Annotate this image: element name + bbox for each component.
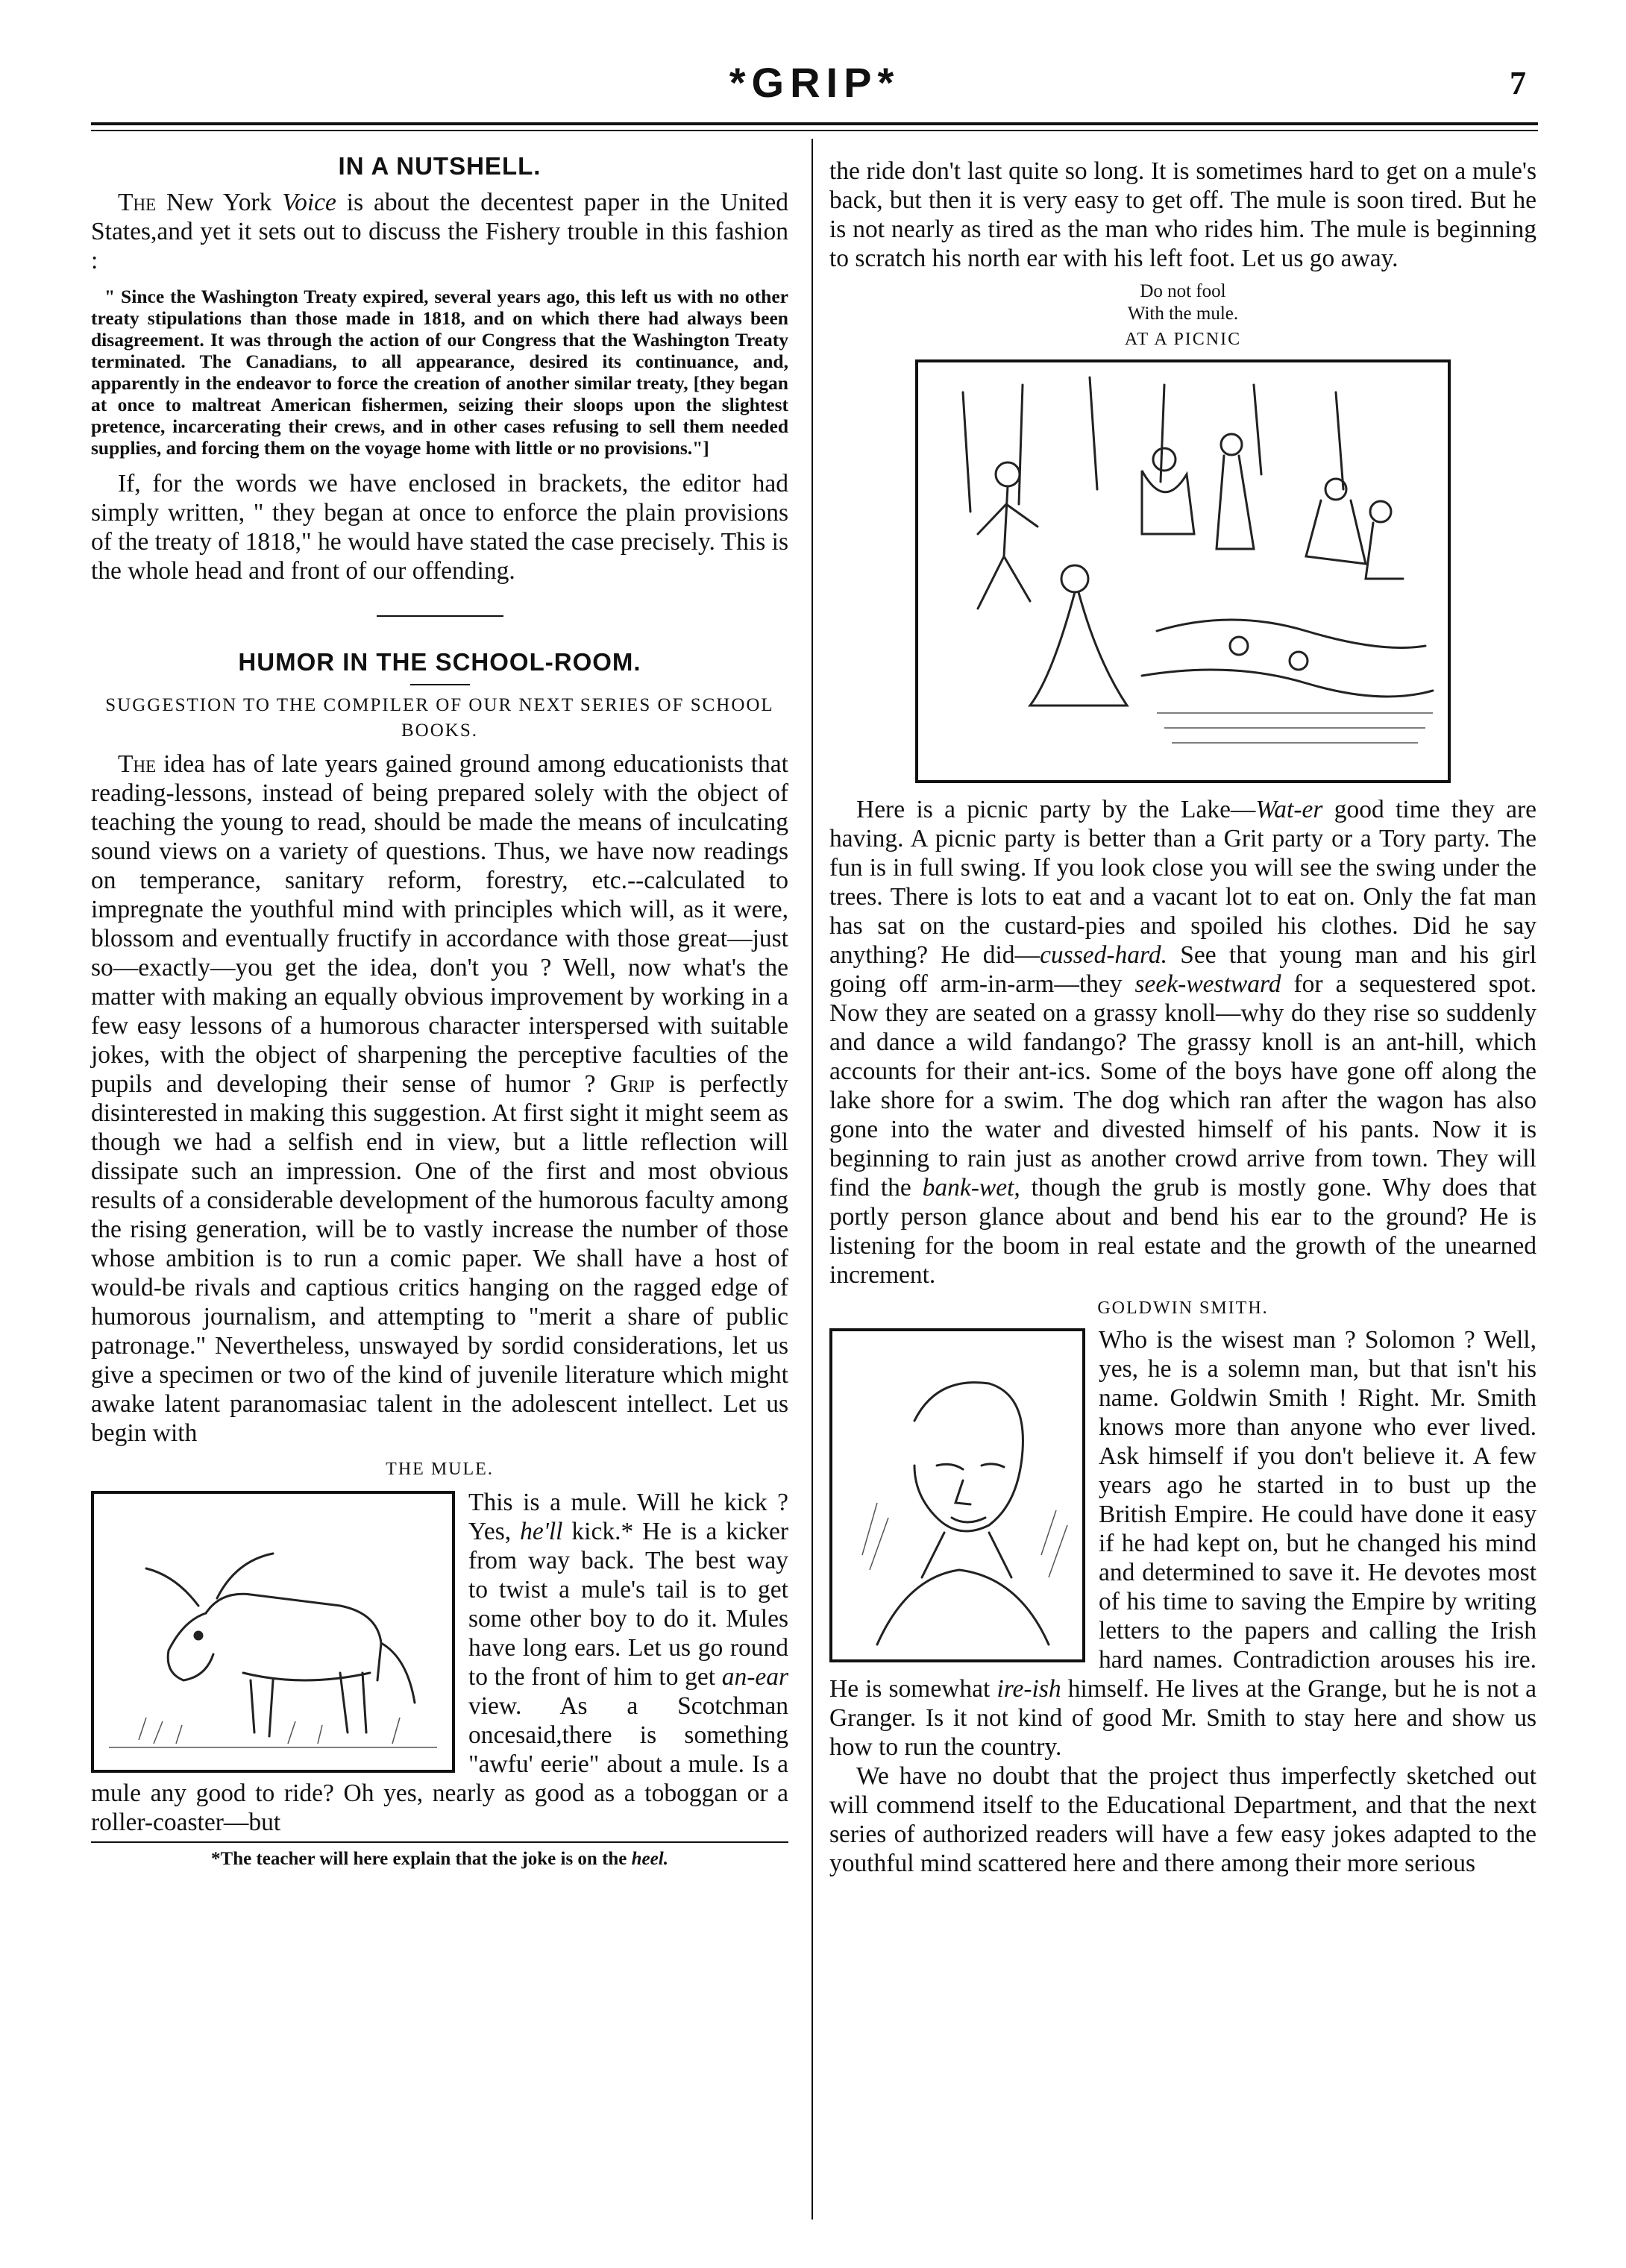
heading-rule: [410, 684, 470, 685]
mule-pun-hell: he'll: [520, 1518, 563, 1545]
footnote: [91, 1849, 788, 1870]
right-column: [829, 139, 1536, 1878]
goldwin-text-a: Who is the wisest man ? Solomon ? Well, yes, he is a solemn man, but that isn't his name. Goldwin Smith ! Right. Mr. Smith knows more than anyone who ever lived. Ask himself if you don't believe it. A few years ago he started in to bust up the British Empire. He could have done it easy if he had kept on, but he changed his mind and determined to save it. He devotes most of his time to saving the Empire by writing letters to the papers and calling the Irish hard names. Contradiction arouses his ire. He is somewhat: [829, 1326, 1536, 1703]
picnic-sketch: [918, 362, 1448, 780]
closing-paragraph: We have no doubt that the project thus imperfectly sketched out will commend itself to the Educational Department, and that the next series of authorized readers will have a few easy jokes adapted to the youthful mind scattered here and there among their more serious: [829, 1762, 1536, 1877]
goldwin-smith-portrait: [829, 1328, 1085, 1662]
masthead-rule-thin: [91, 130, 1538, 131]
intro-text-a: New York: [156, 189, 283, 216]
nutshell-intro: [91, 188, 788, 275]
motto-line-1: Do not fool: [1140, 281, 1226, 301]
mule-sketch: [94, 1494, 452, 1770]
mule-text-1: This is a mule. Will he kick ? Yes,: [468, 1489, 788, 1545]
left-column: [91, 139, 788, 1870]
picnic-caption: AT A PICNIC: [1124, 330, 1242, 349]
humor-subheading: SUGGESTION TO THE COMPILER OF OUR NEXT SERIES OF SCHOOL BOOKS.: [105, 695, 774, 741]
voice-title: Voice: [282, 189, 336, 216]
picnic-pun-cussed: cussed-hard.: [1040, 941, 1167, 969]
mule-illustration: [91, 1491, 455, 1773]
goldwin-text-b: himself. He lives at the Grange, but he is not a Granger. Is it not kind of good Mr. Smith to stay here and show us how to run the country.: [829, 1675, 1536, 1761]
picnic-text-b: good time they are having. A picnic party is better than a Grit party or a Tory party. The fun is in full swing. If you look close you will see the swing under the trees. There is lots to eat and a vacant lot to eat on. Only the fat man has sat on the custard-pies and spoiled his clothes. Did he say anything? He did—: [829, 796, 1536, 969]
goldwin-caption: GOLDWIN SMITH.: [1097, 1298, 1269, 1318]
footnote-text: *The teacher will here explain that the joke is on the: [211, 1849, 632, 1869]
nutshell-heading: IN A NUTSHELL.: [338, 152, 542, 180]
mule-continued: the ride don't last quite so long. It is sometimes hard to get on a mule's back, but then it is very easy to get off. The mule is soon tired. But he is not nearly as tired as the man who rides him. The mule is beginning to scratch his north ear with his left foot. Let us go away.: [829, 157, 1536, 272]
mule-caption: THE MULE.: [386, 1460, 494, 1479]
portrait-sketch: [832, 1331, 1082, 1659]
picnic-text-c: See that young man and his girl going off arm-in-arm—they: [829, 941, 1536, 998]
picnic-text-d: for a sequestered spot. Now they are seated on a grassy knoll—why do they rise so suddenly and dance a wild fandango? The grassy knoll is an ant-hill, which accounts for their ant-ics. Some of the boys have gone off along the lake shore for a swim. The dog which ran after the wagon has also gone into the water and divested himself of his pants. Now it is beginning to rain just as another crowd arrive from town. They will find the: [829, 970, 1536, 1201]
humor-paragraph: [91, 750, 788, 1448]
footnote-pun: heel.: [631, 1849, 668, 1869]
picnic-text-a: Here is a picnic party by the Lake—: [856, 796, 1256, 823]
humor-text-b: is perfectly disinterested in making this suggestion. At first sight it might seem as though we had a selfish end in view, but a little reflection will dissipate such an impression. One of the first and most obvious results of a considerable development of the humorous faculty among the rising generation, will be to vastly increase the number of those whose ambition is to run a comic paper. We shall have a host of would-be rivals and captious critics hanging on the ragged edge of humorous journalism, and attempting to "merit a share of public patronage." Nevertheless, unswayed by sordid considerations, let us give a specimen or two of the kind of juvenile literature which might awake latent paranomasiac talent in the adolescent intellect. Let us begin with: [91, 1070, 788, 1447]
page-number: 7: [1510, 65, 1526, 101]
picnic-pun-water: Wat-er: [1255, 796, 1323, 823]
goldwin-pun-ireish: ire-ish: [996, 1675, 1061, 1703]
grip-name: Grip: [609, 1070, 655, 1098]
picnic-text: [829, 795, 1536, 1290]
masthead-rule: [91, 122, 1538, 125]
voice-quotation: " Since the Washington Treaty expired, several years ago, this left us with no other treaty stipulations than those made in 1818, and on which there had always been disagreement. It was through the action of our Congress that the Washington Treaty terminated. The Canadians, to all appearance, desired its continuance, and, apparently in the endeavor to force the creation of another similar treaty, [they began at once to maltreat American fishermen, seizing their sloops upon the slightest pretence, incarcerating their crews, and in other cases refusing to sell them needed supplies, and forcing them on the voyage home with little or no provisions."]: [91, 286, 788, 459]
humor-text-a: idea has of late years gained ground among educationists that reading-lessons, instead of being prepared solely with the object of teaching the young to read, should be made the means of inculcating sound views on a variety of questions. Thus, we have now readings on temperance, sanitary reform, forestry, etc.--calculated to impregnate the youthful mind with principles which will, as it were, blossom and eventually fructify in accordance with those great—just so—exactly—you get the idea, don't you ? Well, now what's the matter with making an equally obvious improvement by working in a few easy lessons of a humorous character interspersed with suitable jokes, with the object of sharpening the perceptive faculties of the pupils and developing their sense of humor ?: [91, 750, 788, 1098]
nutshell-comment: If, for the words we have enclosed in brackets, the editor had simply written, " they began at once to enforce the plain provisions of the treaty of 1818," he would have stated the case precisely. This is the whole head and front of our offending.: [91, 470, 788, 585]
picnic-pun-bankwet: bank-wet,: [922, 1174, 1020, 1201]
humor-heading: HUMOR IN THE SCHOOL-ROOM.: [238, 648, 641, 676]
column-divider: [812, 139, 813, 2220]
picnic-text-e: though the grub is mostly gone. Why does that portly person glance about and bend his ear to the ground? He is listening for the boom in real estate and the growth of the unearned increment.: [829, 1174, 1537, 1289]
mule-text-2: kick.* He is a kicker from way back. The best way to twist a mule's tail is to get some other boy to do it. Mules have long ears. Let us go round to the front of him to get: [468, 1518, 789, 1691]
mule-text-3: view. As a Scotchman oncesaid,there is something "awfu' eerie" about a mule. Is a mule any good to ride? Oh yes, nearly as good as a toboggan or a roller-coaster—but: [91, 1692, 788, 1836]
mule-pun-anear: an-ear: [721, 1663, 788, 1691]
picnic-pun-westward: seek-westward: [1134, 970, 1281, 998]
masthead-title: *GRIP*: [729, 59, 900, 106]
picnic-illustration: [915, 359, 1451, 783]
lead-word: The: [118, 189, 157, 216]
intro-text-b: is about the decentest paper in the United States,and yet it sets out to discuss the Fishery trouble in this fashion :: [91, 189, 788, 274]
footnote-rule: [91, 1841, 788, 1843]
motto-line-2: With the mule.: [1127, 304, 1239, 324]
masthead: [91, 58, 1538, 140]
lead-word: The: [118, 750, 157, 778]
